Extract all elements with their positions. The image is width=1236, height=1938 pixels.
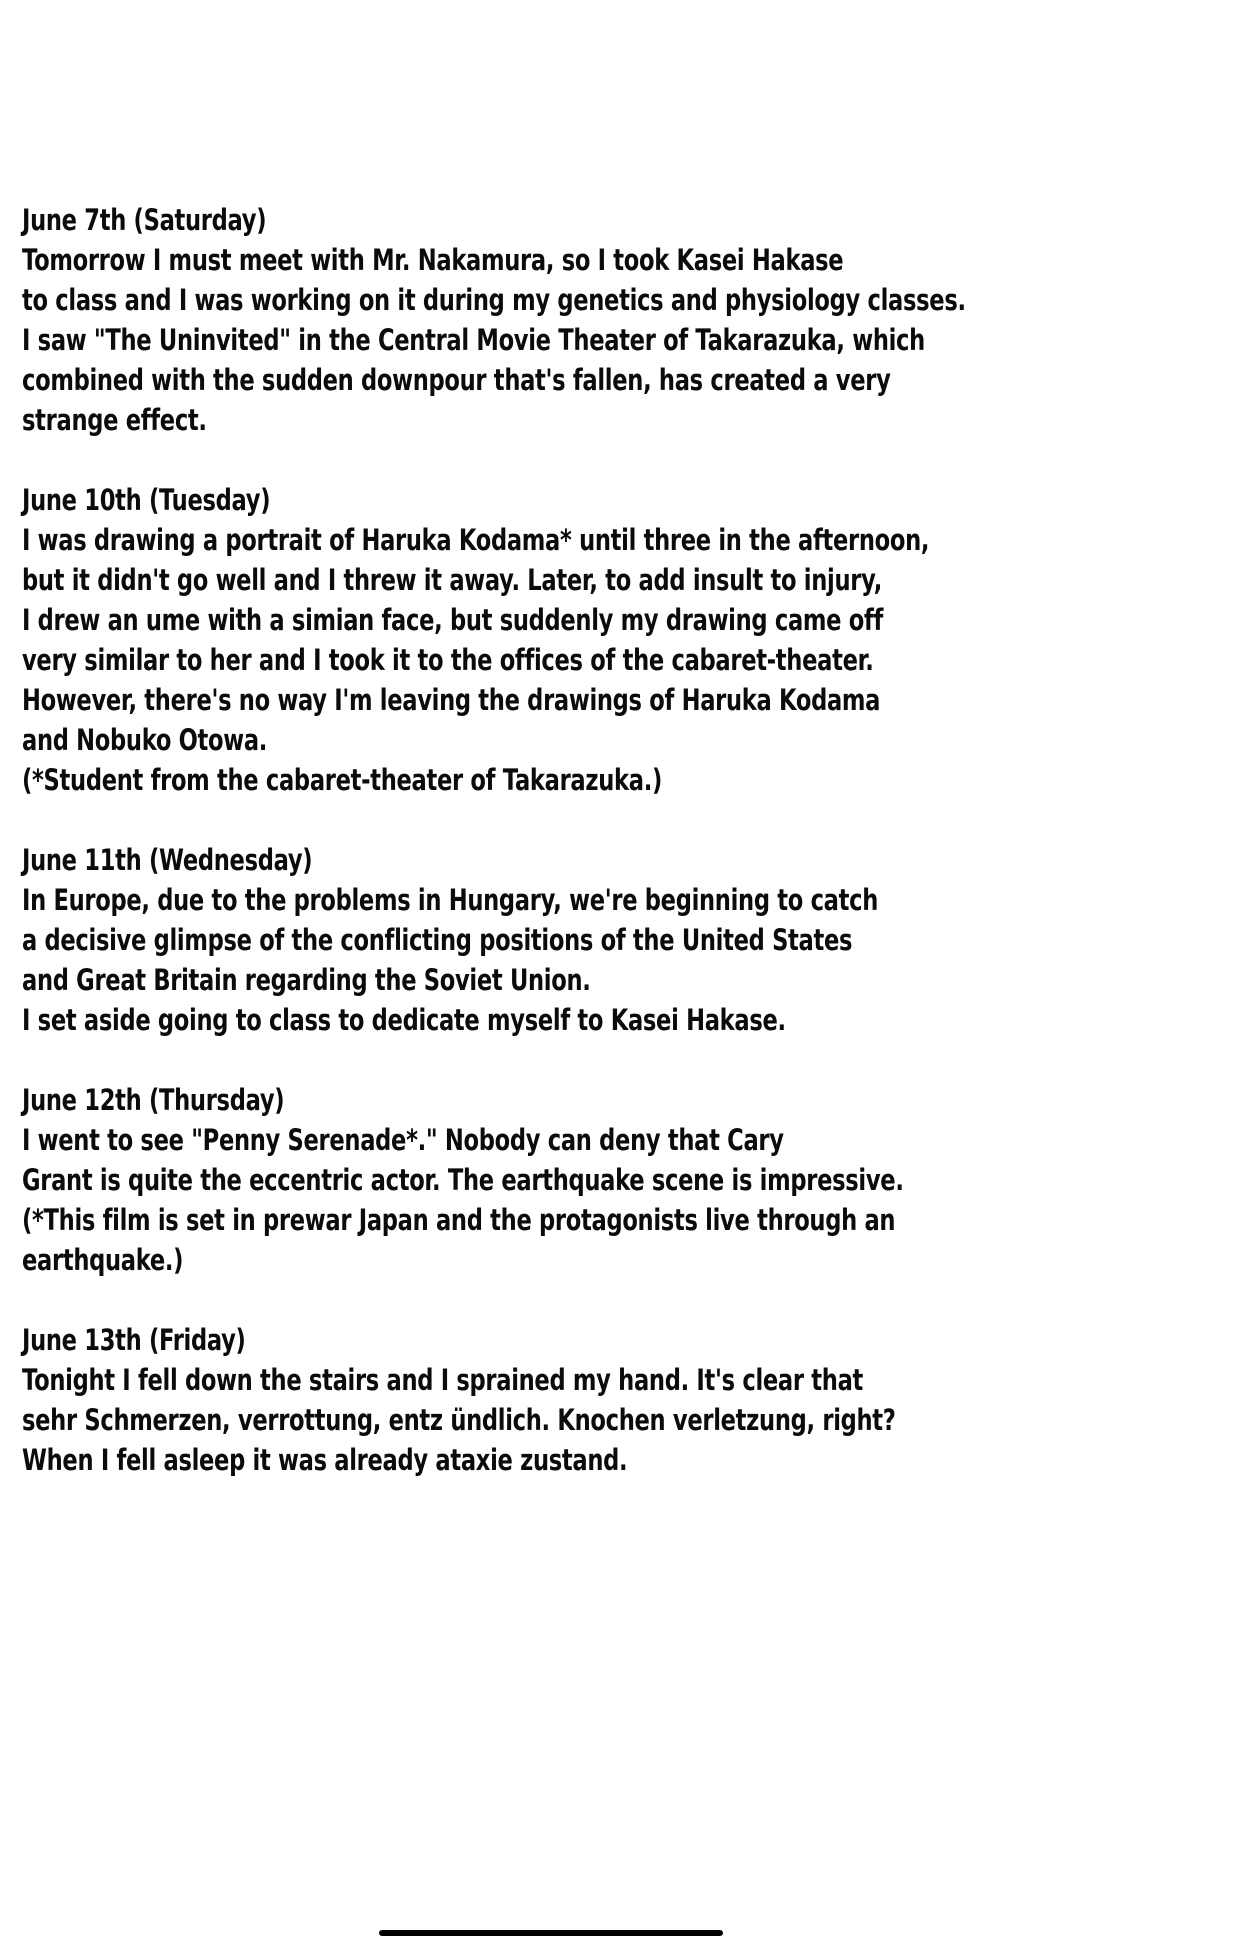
entry-line: but it didn't go well and I threw it away. Later, to add insult to injury, [22, 563, 883, 597]
entry-line: strange effect. [22, 403, 207, 437]
entry-line: I drew an ume with a simian face, but suddenly my drawing came off [22, 603, 884, 637]
entry-footnote: (*This film is set in prewar Japan and the protagonists live through an [22, 1203, 896, 1237]
entry-line: to class and I was working on it during my genetics and physiology classes. [22, 283, 966, 317]
entry-line: combined with the sudden downpour that's fallen, has created a very [22, 363, 891, 397]
entry-line: I was drawing a portrait of Haruka Kodama* until three in the afternoon, [22, 523, 930, 557]
entry-line: When I fell asleep it was already ataxie zustand. [22, 1443, 628, 1477]
diary-entry [22, 840, 1212, 1040]
entry-line: Tomorrow I must meet with Mr. Nakamura, so I took Kasei Hakase [22, 243, 844, 277]
entry-line: However, there's no way I'm leaving the drawings of Haruka Kodama [22, 683, 881, 717]
entry-footnote: (*Student from the cabaret-theater of Takarazuka.) [22, 763, 663, 797]
entry-line: and Nobuko Otowa. [22, 723, 268, 757]
entry-heading: June 13th (Friday) [22, 1323, 246, 1357]
entry-line: sehr Schmerzen, verrottung, entz ündlich. Knochen verletzung, right? [22, 1403, 896, 1437]
entry-line: I saw "The Uninvited" in the Central Movie Theater of Takarazuka, which [22, 323, 925, 357]
entry-heading: June 11th (Wednesday) [22, 843, 313, 877]
entry-heading: June 10th (Tuesday) [22, 483, 271, 517]
entry-heading: June 12th (Thursday) [22, 1083, 285, 1117]
entry-footnote: earthquake.) [22, 1243, 184, 1277]
entry-line: Tonight I fell down the stairs and I sprained my hand. It's clear that [22, 1363, 864, 1397]
entry-line: and Great Britain regarding the Soviet Union. [22, 963, 591, 997]
diary-text-block [22, 200, 1212, 1520]
entry-line: I went to see "Penny Serenade*." Nobody can deny that Cary [22, 1123, 784, 1157]
diary-entry [22, 480, 1212, 800]
diary-entry [22, 1320, 1212, 1480]
entry-line: I set aside going to class to dedicate myself to Kasei Hakase. [22, 1003, 786, 1037]
entry-line: very similar to her and I took it to the offices of the cabaret-theater. [22, 643, 874, 677]
diary-entry [22, 1080, 1212, 1280]
entry-heading: June 7th (Saturday) [22, 203, 267, 237]
entry-line: a decisive glimpse of the conflicting positions of the United States [22, 923, 853, 957]
entry-line: Grant is quite the eccentric actor. The earthquake scene is impressive. [22, 1163, 904, 1197]
home-indicator-bar [379, 1930, 723, 1936]
entry-line: In Europe, due to the problems in Hungary, we're beginning to catch [22, 883, 879, 917]
diary-entry [22, 200, 1212, 440]
